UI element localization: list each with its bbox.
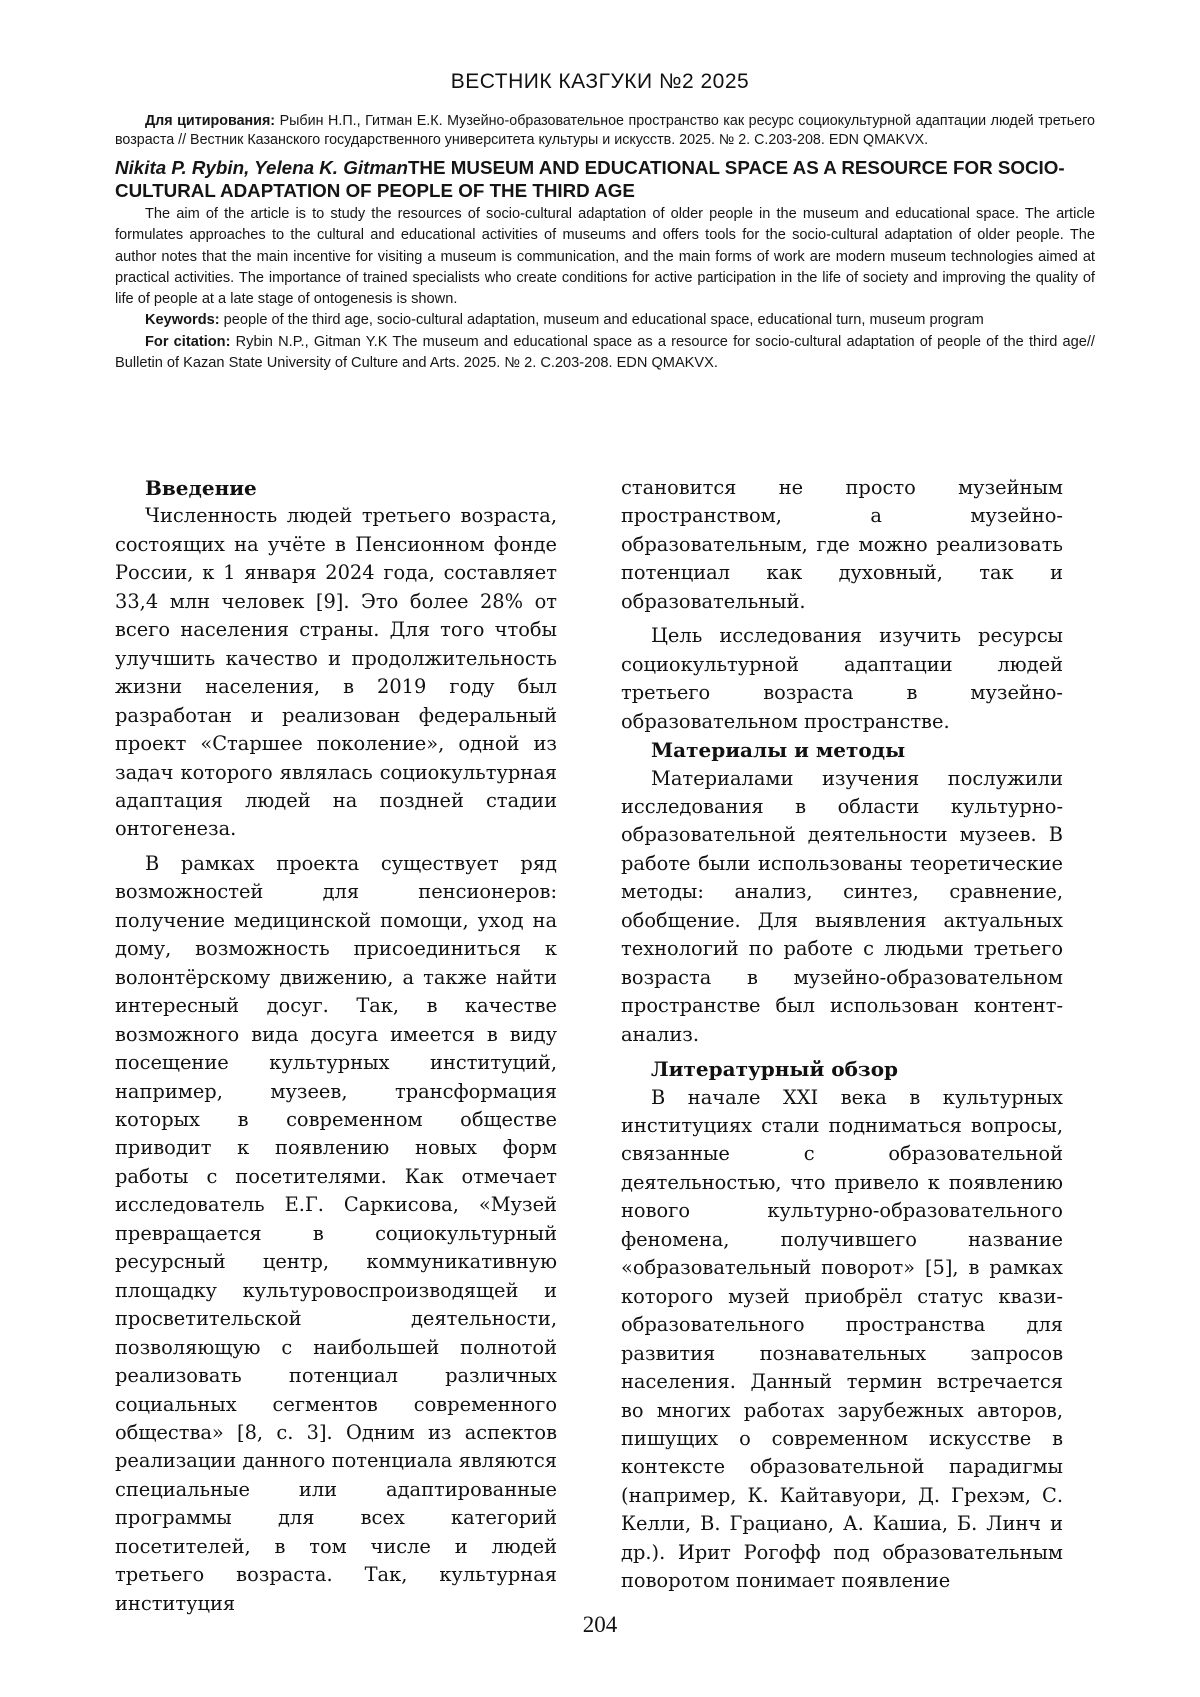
literature-review-paragraph: В начале XXI века в культурных институциях стали подниматься вопросы, связанные с образовательной деятельностью, что привело к появлению нового культурно-образовательного феномена, получившего название «образовательный поворот» [5], в рамках которого музей приобрёл статус квази-образовательного пространства для развития познавательных запросов населения. Данный термин встречается во многих работах зарубежных авторов, пишущих о современном искусстве в контексте образовательной парадигмы (например, К. Кайтавуори, Д. Грехэм, С. Келли, В. Грациано, А. Кашиа, Б. Линч и др.). Ирит Рогофф под образовательным поворотом понимает появление [621, 1085, 1063, 1593]
english-keywords [115, 310, 1095, 331]
english-abstract: The aim of the article is to study the resources of socio-cultural adaptation of older people in the museum and educational space. The article formulates approaches to the cultural and educational activities of museums and offers tools for the socio-cultural adaptation of older people. The author notes that the main incentive for visiting a museum is communication, and the main forms of work are modern museum technologies aimed at practical activities. The importance of trained specialists who create conditions for active participation in the life of society and improving the quality of life of people at a late stage of ontogenesis is shown. [115, 206, 1095, 308]
citation-ru [115, 112, 1095, 150]
keywords-text: people of the third age, socio-cultural adaptation, museum and educational space, educational turn, museum program [219, 312, 984, 329]
body-column-right [621, 474, 1063, 1596]
citation-en-text: Rybin N.P., Gitman Y.K The museum and educational space as a resource for socio-cultural adaptation of people of the third age// Bulletin of Kazan State University of Culture and Arts. 2025. № 2. С.203-208. EDN QMAKVX. [115, 333, 1095, 372]
english-authors: Nikita P. Rybin, Yelena K. Gitman [115, 157, 408, 178]
section-heading-introduction: Введение [145, 476, 257, 500]
english-title [115, 156, 1095, 202]
english-article-title: THE MUSEUM AND EDUCATIONAL SPACE AS A RESOURCE FOR SOCIO-CULTURAL ADAPTATION OF PEOPLE OF THE THIRD AGE [115, 157, 1065, 201]
intro-paragraph-2: В рамках проекта существует ряд возможностей для пенсионеров: получение медицинской помощи, уход на дому, возможность присоединиться к волонтёрскому движению, а также найти интересный досуг. Так, в качестве возможного вида досуга имеется в виду посещение культурных институций, например, музеев, трансформация которых в современном обществе приводит к появлению новых форм работы с посетителями. Как отмечает исследователь Е.Г. Саркисова, «Музей превращается в социокультурный ресурсный центр, коммуникативную площадку культуровоспроизводящей и просветительской деятельности, позволяющую с наибольшей полнотой реализовать потенциал различных социальных сегментов современного общества» [8, с. 3]. Одним из аспектов реализации данного потенциала являются специальные или адаптированные программы для всех категорий посетителей, в том числе и людей третьего возраста. Так, культурная институция [115, 851, 557, 1615]
article-front-matter [115, 112, 1095, 374]
citation-ru-label: Для цитирования: [145, 113, 276, 129]
citation-en-label: For citation: [145, 333, 231, 350]
section-heading-methods: Материалы и методы [651, 738, 906, 763]
body-column-left [115, 474, 557, 1618]
page-number: 204 [582, 1612, 618, 1637]
keywords-label: Keywords: [145, 312, 220, 329]
section-heading-literature-review: Литературный обзор [651, 1057, 899, 1082]
intro-paragraph-3: Цель исследования изучить ресурсы социокультурной адаптации людей третьего возраста в музейно-образовательном пространстве. [621, 624, 1063, 733]
intro-paragraph-2-continued: становится не просто музейным пространством, а музейно-образовательным, где можно реализовать потенциал как духовный, так и образовательный. [621, 476, 1063, 613]
citation-en [115, 332, 1095, 375]
intro-paragraph-1: Численность людей третьего возраста, состоящих на учёте в Пенсионном фонде России, к 1 января 2024 года, составляет 33,4 млн человек [9]. Это более 28% от всего населения страны. Для того чтобы улучшить качество и продолжительность жизни населения, в 2019 году был разработан и реализован федеральный проект «Старшее поколение», одной из задач которого являлась социокультурная адаптация людей на поздней стадии онтогенеза. [115, 504, 557, 841]
methods-paragraph: Материалами изучения послужили исследования в области культурно-образовательной деятельности музеев. В работе были использованы теоретические методы: анализ, синтез, сравнение, обобщение. Для выявления актуальных технологий по работе с людьми третьего возраста в музейно-образовательном пространстве был использован контент-анализ. [621, 766, 1063, 1046]
journal-running-header: ВЕСТНИК КАЗГУКИ №2 2025 [450, 70, 750, 93]
citation-ru-text: Рыбин Н.П., Гитман Е.К. Музейно-образовательное пространство как ресурс социокультурной адаптации людей третьего возраста // Вестник Казанского государственного университета культуры и искусств. 2025. № 2. С.203-208. EDN QMAKVX. [115, 113, 1095, 148]
